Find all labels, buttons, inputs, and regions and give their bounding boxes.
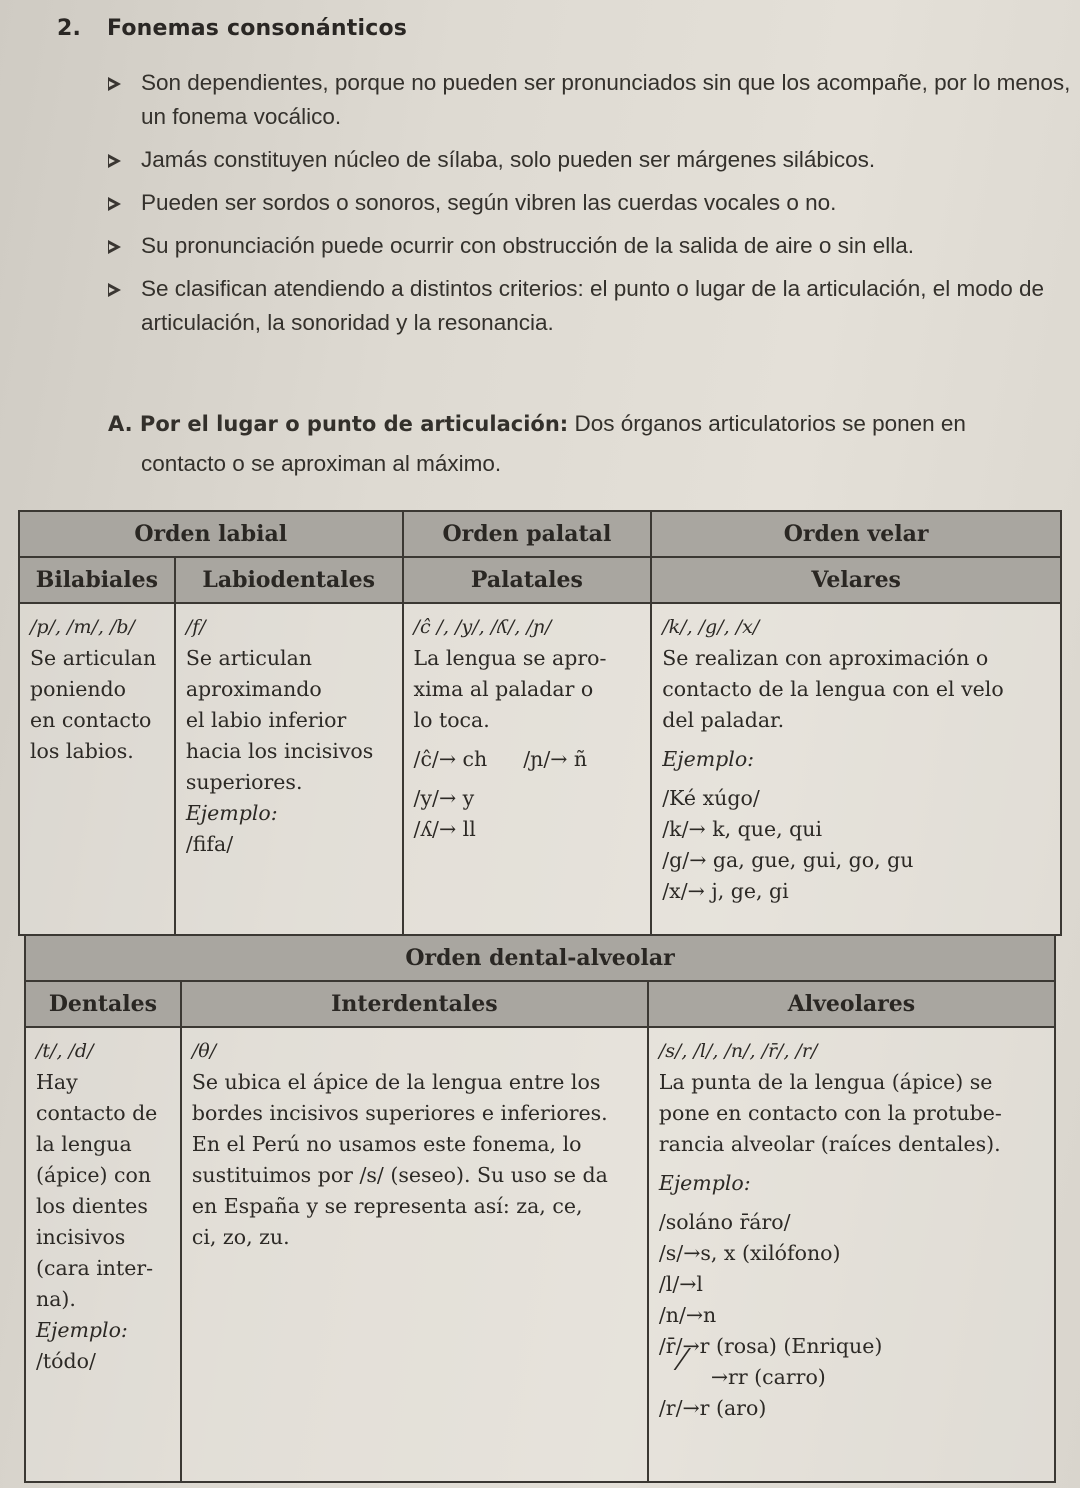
bullet-item: Se clasifican atendiendo a distintos criterios: el punto o lugar de la articulación, el modo de articulación, la sonoridad y la resonancia. — [108, 272, 1073, 340]
arrowhead-bullet-icon — [108, 154, 121, 168]
arrowhead-bullet-icon — [108, 77, 121, 91]
subsection-text-2: contacto o se aproximan al máximo. — [141, 451, 502, 476]
bullet-item: Pueden ser sordos o sonoros, según vibren las cuerdas vocales o no. — [108, 186, 1073, 220]
bullet-item: Son dependientes, porque no pueden ser pronunciados sin que los acompañe, por lo menos, un fonema vocálico. — [108, 66, 1073, 134]
arrowhead-bullet-icon — [108, 283, 121, 297]
header-orden-palatal: Orden palatal — [403, 511, 652, 557]
header-alveolares: Alveolares — [648, 981, 1055, 1027]
header-orden-velar: Orden velar — [651, 511, 1061, 557]
cell-alveolares: /s/, /l/, /n/, /r̄/, /r/ La punta de la lengua (ápice) se pone en contacto con la protube- rancia alveolar (raíces dentales). Ejemplo: /soláno r̄áro/ /s/→s, x (xilófono) /l/→l /n/→n /r̄/→r (rosa) (Enrique) →rr (carro) /r/→r (aro) — [648, 1027, 1055, 1482]
bullet-item: Jamás constituyen núcleo de sílaba, solo pueden ser márgenes silábicos. — [108, 143, 1073, 177]
arrowhead-bullet-icon — [108, 197, 121, 211]
subsection-lead: A. Por el lugar o punto de articulación: — [108, 412, 569, 436]
header-interdentales: Interdentales — [181, 981, 648, 1027]
header-bilabiales: Bilabiales — [19, 557, 175, 603]
header-labiodentales: Labiodentales — [175, 557, 403, 603]
subsection-a — [108, 404, 1073, 484]
section-title: Fonemas consonánticos — [107, 16, 408, 41]
header-orden-labial: Orden labial — [19, 511, 403, 557]
table-labial-palatal-velar — [18, 510, 1062, 936]
bullet-list — [108, 66, 1073, 349]
palatal-map-row: /ĉ/→ ch /ɲ/→ ñ — [413, 747, 588, 771]
subsection-text-1: Dos órganos articulatorios se ponen en — [574, 411, 966, 436]
cell-velares: /k/, /g/, /x/ Se realizan con aproximación o contacto de la lengua con el velo del paladar. Ejemplo: /Ké xúgo/ /k/→ k, que, qui /g/→ ga, gue, gui, go, gu /x/→ j, ge, gi — [651, 603, 1061, 935]
cell-dentales: /t/, /d/ Hay contacto de la lengua (ápice) con los dientes incisivos (cara inter- na). Ejemplo: /tódo/ — [25, 1027, 181, 1482]
header-velares: Velares — [651, 557, 1061, 603]
arrowhead-bullet-icon — [108, 240, 121, 254]
table-dental-alveolar — [24, 934, 1056, 1483]
section-number: 2. — [57, 16, 82, 41]
header-dentales: Dentales — [25, 981, 181, 1027]
bullet-item: Su pronunciación puede ocurrir con obstrucción de la salida de aire o sin ella. — [108, 229, 1073, 263]
section-heading — [57, 16, 407, 41]
header-palatales: Palatales — [403, 557, 652, 603]
cell-labiodentales: /f/ Se articulan aproximando el labio inferior hacia los incisivos superiores. Ejemplo: /fifa/ — [175, 603, 403, 935]
cell-bilabiales: /p/, /m/, /b/ Se articulan poniendo en contacto los labios. — [19, 603, 175, 935]
cell-interdentales: /θ/ Se ubica el ápice de la lengua entre los bordes incisivos superiores e inferiores. En el Perú no usamos este fonema, lo sustituimos por /s/ (seseo). Su uso se da en España y se representa así: za, ce, ci, zo, zu. — [181, 1027, 648, 1482]
header-orden-dental-alveolar: Orden dental-alveolar — [25, 935, 1055, 981]
rr-branch: →rr (carro) — [659, 1362, 1044, 1393]
cell-palatales: /ĉ /, /y/, /ʎ/, /ɲ/ La lengua se apro- xima al paladar o lo toca. /ĉ/→ ch /ɲ/→ ñ /y/→ y /ʎ/→ ll — [403, 603, 652, 935]
